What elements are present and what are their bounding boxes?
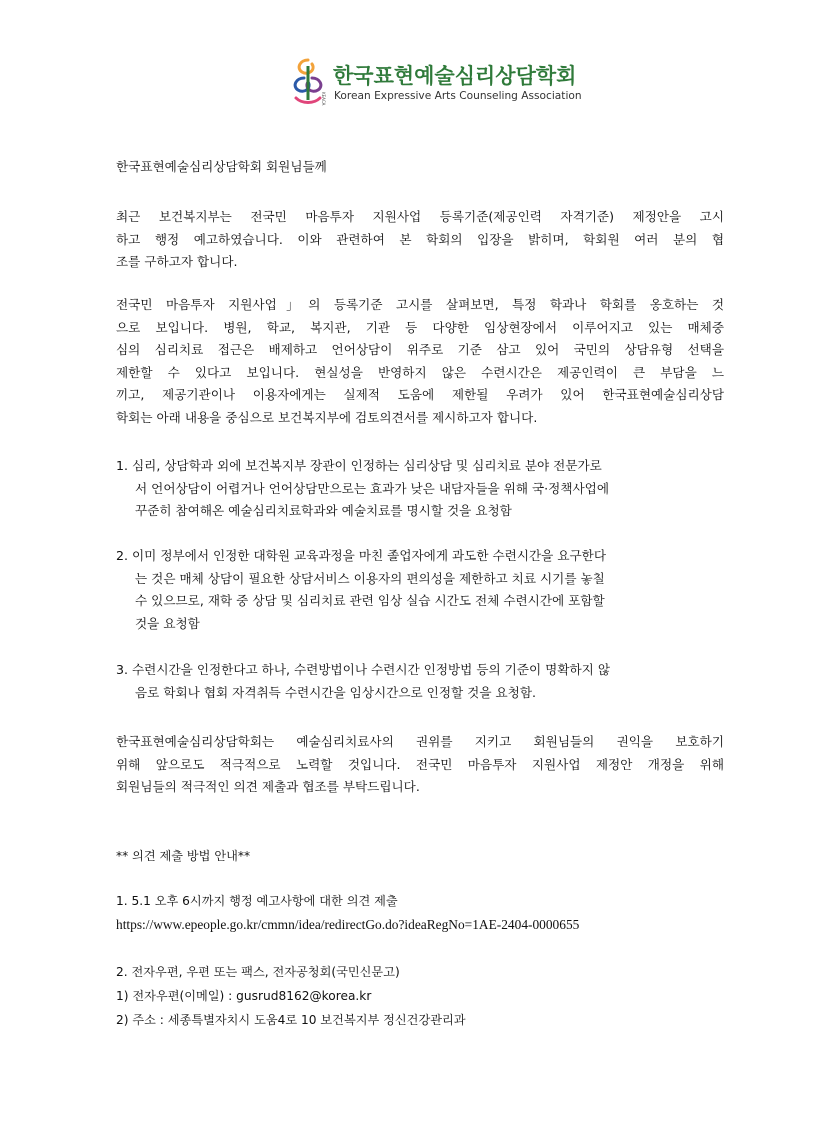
closing-paragraph — [116, 731, 724, 799]
body-line: 으로 보입니다. 병원, 학교, 복지관, 기관 등 다양한 임상현장에서 이루어지고 있는 매체중 — [116, 319, 724, 335]
body-line: 학회는 아래 내용을 중심으로 보건복지부에 검토의견서를 제시하고자 합니다. — [116, 409, 538, 425]
email-contact: 1) 전자우편(이메일) : gusrud8162@korea.kr — [116, 989, 372, 1003]
request-line: 2. 이미 정부에서 인정한 대학원 교육과정을 마친 졸업자에게 과도한 수련시간을 요구한다 — [116, 548, 607, 563]
logo-name-english: Korean Expressive Arts Counseling Association — [334, 90, 582, 102]
intro-line: 하고 행정 예고하였습니다. 이와 관련하여 본 학회의 입장을 밝히며, 학회원 여러 분의 협 — [116, 231, 724, 247]
body-line: 끼고, 제공기관이나 이용자에게는 실제적 도움에 제한될 우려가 있어 한국표현예술심리상담 — [116, 387, 724, 403]
guide-title: ** 의견 제출 방법 안내** — [116, 849, 251, 863]
request-line: 1. 심리, 상담학과 외에 보건복지부 장관이 인정하는 심리상담 및 심리치료 분야 전문가로 — [116, 458, 602, 473]
request-line: 서 언어상담이 어렵거나 언어상담만으로는 효과가 낮은 내담자들을 위해 국·정책사업에 — [135, 480, 609, 496]
closing-line: 위해 앞으로도 적극적으로 노력할 것입니다. 전국민 마음투자 지원사업 제정안 개정을 위해 — [116, 756, 724, 772]
request-line: 3. 수련시간을 인정한다고 하나, 수련방법이나 수련시간 인정방법 등의 기준이 명확하지 않 — [116, 662, 611, 677]
logo-name-korean: 한국표현예술심리상담학회 — [333, 64, 577, 88]
method-2-title: 2. 전자우편, 우편 또는 팩스, 전자공청회(국민신문고) — [116, 965, 400, 979]
request-item-2 — [116, 545, 726, 635]
logo-mark-text: KEACA — [321, 92, 326, 106]
association-logo — [286, 56, 582, 108]
request-line: 꾸준히 참여해온 예술심리치료학과와 예술치료를 명시할 것을 요청함 — [135, 503, 512, 519]
closing-line: 회원님들의 적극적인 의견 제출과 협조를 부탁드립니다. — [116, 779, 420, 795]
intro-line: 조를 구하고자 합니다. — [116, 254, 238, 270]
logo-mark-icon — [286, 56, 330, 108]
salutation: 한국표현예술심리상담학회 회원님들께 — [116, 159, 327, 174]
body-line: 제한할 수 있다고 보입니다. 현실성을 반영하지 않은 수련시간은 제공인력이 큰 부담을 느 — [116, 364, 724, 380]
submission-link[interactable]: https://www.epeople.go.kr/cmmn/idea/redirectGo.do?ideaRegNo=1AE-2404-0000655 — [116, 917, 580, 932]
request-item-1 — [116, 455, 726, 523]
method-1-title: 1. 5.1 오후 6시까지 행정 예고사항에 대한 의견 제출 — [116, 894, 398, 908]
intro-line: 최근 보건복지부는 전국민 마음투자 지원사업 등록기준(제공인력 자격기준) 제정안을 고시 — [116, 209, 724, 224]
request-line: 수 있으므로, 재학 중 상담 및 심리치료 관련 임상 실습 시간도 전체 수련시간에 포함할 — [135, 593, 605, 609]
body-line: 전국민 마음투자 지원사업」의 등록기준 고시를 살펴보면, 특정 학과나 학회를 옹호하는 것 — [116, 297, 724, 312]
body-line: 심의 심리치료 접근은 배제하고 언어상담이 위주로 기준 삼고 있어 국민의 상담유형 선택을 — [116, 342, 724, 358]
request-line: 는 것은 매체 상담이 필요한 상담서비스 이용자의 편의성을 제한하고 치료 시기를 놓칠 — [135, 570, 605, 586]
closing-line: 한국표현예술심리상담학회는 예술심리치료사의 권위를 지키고 회원님들의 권익을 보호하기 — [116, 734, 724, 749]
body-paragraph — [116, 294, 724, 430]
intro-paragraph — [116, 206, 724, 274]
request-line: 음로 학회나 협회 자격취득 수련시간을 임상시간으로 인정할 것을 요청함. — [135, 684, 536, 700]
request-item-3 — [116, 659, 726, 704]
postal-address: 2) 주소 : 세종특별자치시 도움4로 10 보건복지부 정신건강관리과 — [116, 1013, 466, 1027]
request-line: 것을 요청함 — [135, 615, 200, 631]
